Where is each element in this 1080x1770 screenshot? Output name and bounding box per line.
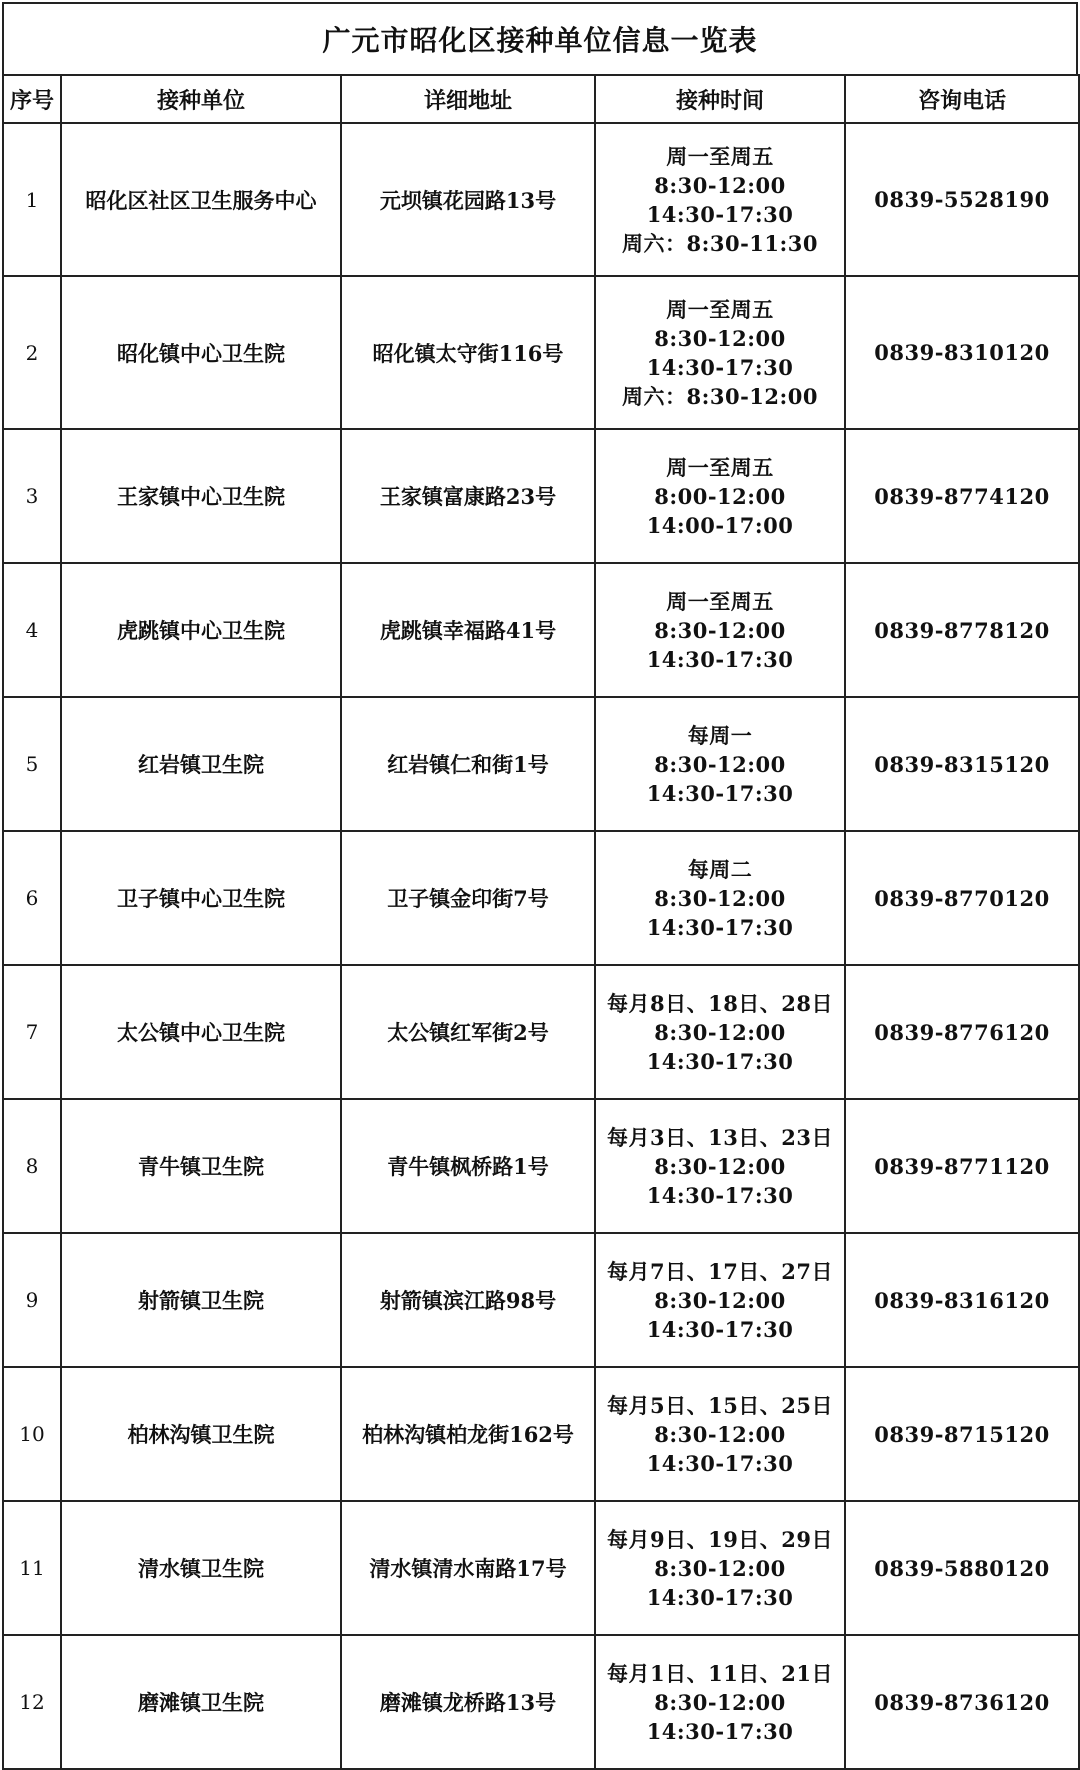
vaccination-time bbox=[595, 831, 845, 965]
time-line: 周六：8:30-11:30 bbox=[621, 230, 818, 256]
unit-address: 射箭镇滨江路98号 bbox=[341, 1233, 595, 1367]
header-address: 详细地址 bbox=[341, 75, 595, 123]
row-number: 10 bbox=[3, 1367, 61, 1501]
unit-address: 青牛镇枫桥路1号 bbox=[341, 1099, 595, 1233]
time-line: 8:30-12:00 bbox=[654, 1019, 786, 1045]
time-line: 8:30-12:00 bbox=[654, 1689, 786, 1715]
header-time: 接种时间 bbox=[595, 75, 845, 123]
header-no: 序号 bbox=[3, 75, 61, 123]
row-number: 7 bbox=[3, 965, 61, 1099]
row-number: 11 bbox=[3, 1501, 61, 1635]
unit-address: 昭化镇太守街116号 bbox=[341, 276, 595, 429]
time-line: 每月3日、13日、23日 bbox=[606, 1124, 834, 1150]
phone-number: 0839-8771120 bbox=[845, 1099, 1079, 1233]
table-row bbox=[3, 697, 1079, 831]
time-line: 8:30-12:00 bbox=[654, 885, 786, 911]
vaccination-time bbox=[595, 1233, 845, 1367]
header-row bbox=[3, 75, 1079, 123]
row-number: 2 bbox=[3, 276, 61, 429]
time-line: 14:00-17:00 bbox=[646, 512, 794, 538]
time-line: 每月8日、18日、28日 bbox=[606, 990, 834, 1016]
unit-name: 柏林沟镇卫生院 bbox=[61, 1367, 341, 1501]
vaccination-time bbox=[595, 563, 845, 697]
time-line: 14:30-17:30 bbox=[646, 1450, 794, 1476]
table-row bbox=[3, 563, 1079, 697]
phone-number: 0839-5880120 bbox=[845, 1501, 1079, 1635]
time-line: 8:00-12:00 bbox=[654, 483, 786, 509]
time-line: 周六：8:30-12:00 bbox=[621, 383, 818, 409]
time-line: 8:30-12:00 bbox=[654, 617, 786, 643]
unit-address: 元坝镇花园路13号 bbox=[341, 123, 595, 276]
time-line: 8:30-12:00 bbox=[654, 1421, 786, 1447]
table-row bbox=[3, 1501, 1079, 1635]
unit-name: 昭化区社区卫生服务中心 bbox=[61, 123, 341, 276]
unit-name: 磨滩镇卫生院 bbox=[61, 1635, 341, 1769]
table-row bbox=[3, 429, 1079, 563]
phone-number: 0839-8316120 bbox=[845, 1233, 1079, 1367]
unit-name: 清水镇卫生院 bbox=[61, 1501, 341, 1635]
phone-number: 0839-8776120 bbox=[845, 965, 1079, 1099]
vaccination-time bbox=[595, 965, 845, 1099]
vaccination-time bbox=[595, 1367, 845, 1501]
unit-address: 王家镇富康路23号 bbox=[341, 429, 595, 563]
phone-number: 0839-8736120 bbox=[845, 1635, 1079, 1769]
row-number: 5 bbox=[3, 697, 61, 831]
page-title: 广元市昭化区接种单位信息一览表 bbox=[2, 2, 1078, 74]
time-line: 14:30-17:30 bbox=[646, 646, 794, 672]
table-body bbox=[3, 123, 1079, 1769]
unit-address: 太公镇红军街2号 bbox=[341, 965, 595, 1099]
unit-name: 太公镇中心卫生院 bbox=[61, 965, 341, 1099]
time-line: 每周一 bbox=[687, 722, 753, 748]
time-line: 14:30-17:30 bbox=[646, 1182, 794, 1208]
phone-number: 0839-8715120 bbox=[845, 1367, 1079, 1501]
time-line: 每月7日、17日、27日 bbox=[606, 1258, 834, 1284]
unit-address: 红岩镇仁和街1号 bbox=[341, 697, 595, 831]
table-row bbox=[3, 965, 1079, 1099]
vaccination-time bbox=[595, 123, 845, 276]
phone-number: 0839-8315120 bbox=[845, 697, 1079, 831]
unit-name: 昭化镇中心卫生院 bbox=[61, 276, 341, 429]
time-line: 8:30-12:00 bbox=[654, 172, 786, 198]
time-line: 14:30-17:30 bbox=[646, 914, 794, 940]
time-line: 周一至周五 bbox=[666, 296, 774, 322]
time-line: 8:30-12:00 bbox=[654, 325, 786, 351]
row-number: 8 bbox=[3, 1099, 61, 1233]
table-row bbox=[3, 276, 1079, 429]
time-line: 周一至周五 bbox=[666, 588, 774, 614]
time-line: 14:30-17:30 bbox=[646, 1584, 794, 1610]
time-line: 14:30-17:30 bbox=[646, 354, 794, 380]
vaccination-time bbox=[595, 697, 845, 831]
time-line: 14:30-17:30 bbox=[646, 1316, 794, 1342]
time-line: 周一至周五 bbox=[666, 454, 774, 480]
time-line: 8:30-12:00 bbox=[654, 1555, 786, 1581]
phone-number: 0839-8310120 bbox=[845, 276, 1079, 429]
vaccination-time bbox=[595, 276, 845, 429]
row-number: 3 bbox=[3, 429, 61, 563]
unit-name: 青牛镇卫生院 bbox=[61, 1099, 341, 1233]
table-row bbox=[3, 1233, 1079, 1367]
vaccination-time bbox=[595, 1635, 845, 1769]
table-row bbox=[3, 1635, 1079, 1769]
unit-address: 柏林沟镇柏龙街162号 bbox=[341, 1367, 595, 1501]
vaccination-units-table bbox=[2, 74, 1080, 1770]
unit-name: 虎跳镇中心卫生院 bbox=[61, 563, 341, 697]
vaccination-time bbox=[595, 1099, 845, 1233]
table-row bbox=[3, 123, 1079, 276]
time-line: 14:30-17:30 bbox=[646, 780, 794, 806]
unit-address: 虎跳镇幸福路41号 bbox=[341, 563, 595, 697]
time-line: 周一至周五 bbox=[666, 143, 774, 169]
time-line: 14:30-17:30 bbox=[646, 1718, 794, 1744]
time-line: 14:30-17:30 bbox=[646, 201, 794, 227]
unit-name: 王家镇中心卫生院 bbox=[61, 429, 341, 563]
table-row bbox=[3, 1367, 1079, 1501]
phone-number: 0839-8770120 bbox=[845, 831, 1079, 965]
phone-number: 0839-8778120 bbox=[845, 563, 1079, 697]
phone-number: 0839-5528190 bbox=[845, 123, 1079, 276]
unit-name: 红岩镇卫生院 bbox=[61, 697, 341, 831]
time-line: 每月5日、15日、25日 bbox=[606, 1392, 834, 1418]
table-header bbox=[3, 75, 1079, 123]
unit-address: 清水镇清水南路17号 bbox=[341, 1501, 595, 1635]
time-line: 8:30-12:00 bbox=[654, 751, 786, 777]
unit-name: 射箭镇卫生院 bbox=[61, 1233, 341, 1367]
phone-number: 0839-8774120 bbox=[845, 429, 1079, 563]
table-row bbox=[3, 831, 1079, 965]
time-line: 每月9日、19日、29日 bbox=[606, 1526, 834, 1552]
row-number: 4 bbox=[3, 563, 61, 697]
time-line: 每周二 bbox=[687, 856, 753, 882]
row-number: 12 bbox=[3, 1635, 61, 1769]
time-line: 14:30-17:30 bbox=[646, 1048, 794, 1074]
time-line: 每月1日、11日、21日 bbox=[606, 1660, 834, 1686]
row-number: 1 bbox=[3, 123, 61, 276]
unit-name: 卫子镇中心卫生院 bbox=[61, 831, 341, 965]
header-phone: 咨询电话 bbox=[845, 75, 1079, 123]
row-number: 9 bbox=[3, 1233, 61, 1367]
unit-address: 卫子镇金印街7号 bbox=[341, 831, 595, 965]
vaccination-time bbox=[595, 429, 845, 563]
unit-address: 磨滩镇龙桥路13号 bbox=[341, 1635, 595, 1769]
row-number: 6 bbox=[3, 831, 61, 965]
time-line: 8:30-12:00 bbox=[654, 1153, 786, 1179]
vaccination-time bbox=[595, 1501, 845, 1635]
time-line: 8:30-12:00 bbox=[654, 1287, 786, 1313]
table-row bbox=[3, 1099, 1079, 1233]
header-unit: 接种单位 bbox=[61, 75, 341, 123]
